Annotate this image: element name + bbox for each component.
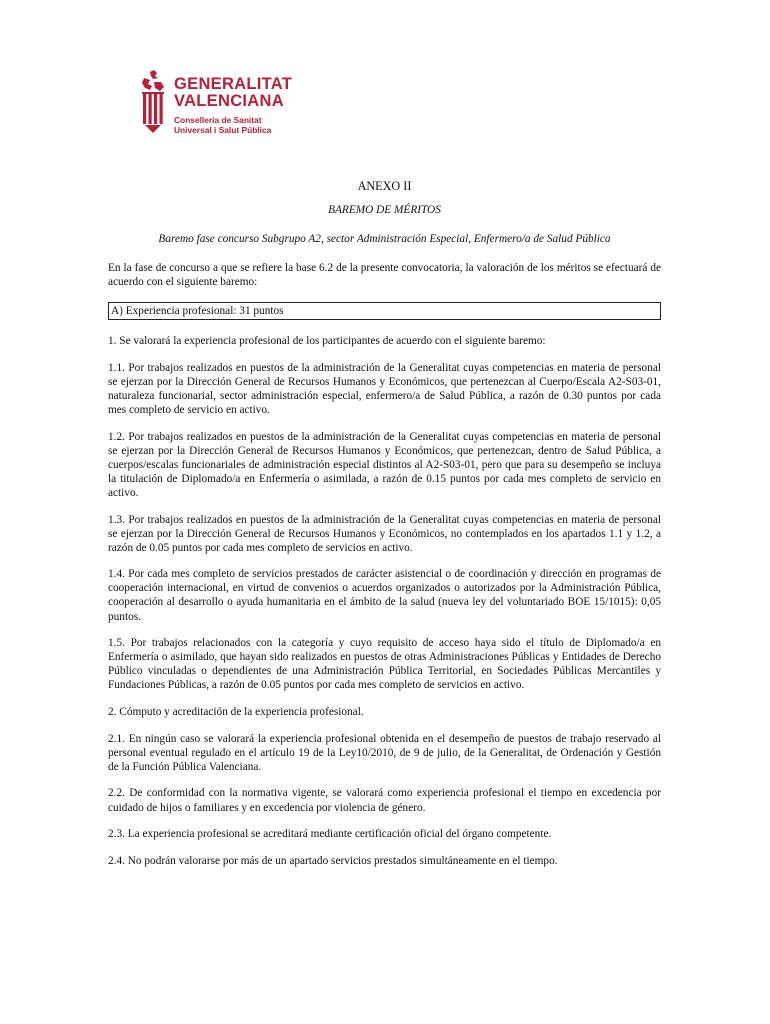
logo-line-generalitat: GENERALITAT bbox=[174, 75, 293, 93]
logo-line-valenciana: VALENCIANA bbox=[174, 92, 284, 110]
generalitat-emblem-icon bbox=[138, 70, 168, 134]
paragraph-1-4: 1.4. Por cada mes completo de servicios prestados de carácter asistencial o de coordinación y dirección en programas de cooperación internacional, en virtud de convenios o acuerdos organizados o autorizados por la Administración Pública, cooperación al desarrollo o ayuda humanitaria en el ámbito de la salud (nueva ley del voluntariado BOE 15/1015): 0,05 puntos. bbox=[108, 568, 661, 623]
baremo-description: Baremo fase concurso Subgrupo A2, sector Administración Especial, Enfermero/a de Salud Pública bbox=[158, 233, 611, 246]
paragraph-1-1: 1.1. Por trabajos realizados en puestos de la administración de la Generalitat cuyas competencias en materia de personal se ejerzan por la Dirección General de Recursos Humanos y Económicos, que pertenezcan al Cuerpo/Escala A2-S03-01, naturaleza funcionarial, sector administración especial, enfermero/a de Salud Pública, a razón de 0.30 puntos por cada mes completo de servicio en activo. bbox=[108, 361, 661, 416]
paragraph-2-3: 2.3. La experiencia profesional se acreditará mediante certificación oficial del órgano competente. bbox=[108, 828, 552, 841]
paragraph-2-1: 2.1. En ningún caso se valorará la experiencia profesional obtenida en el desempeño de puestos de trabajo reservado al personal eventual regulado en el artículo 19 de la Ley10/2010, de 9 de julio, de la Generalitat, de Ordenación y Gestión de la Función Pública Valenciana. bbox=[108, 732, 661, 773]
logo-text bbox=[174, 76, 292, 135]
annex-title: ANEXO II bbox=[357, 179, 412, 193]
paragraph-2-2: 2.2. De conformidad con la normativa vigente, se valorará como experiencia profesional el tiempo en excedencia por cuidado de hijos o familiares y en excedencia por violencia de género. bbox=[108, 787, 661, 814]
paragraph-1-2: 1.2. Por trabajos realizados en puestos de la administración de la Generalitat cuyas competencias en materia de personal se ejerzan por la Dirección General de Recursos Humanos y Económicos, que pertenezcan, dentro de Salud Pública, a cuerpos/escalas funcionariales de administración especial distintos al A2-S03-01, pero que para su desempeño se incluya la titulación de Diplomado/a en Enfermería o asimilada, a razón de 0.15 puntos por cada mes completo de servicio en activo. bbox=[108, 430, 661, 499]
document-body bbox=[108, 179, 661, 880]
logo-line-universal: Universal i Salut Pública bbox=[174, 125, 272, 135]
paragraph-1-5: 1.5. Por trabajos relacionados con la categoría y cuyo requisito de acceso haya sido el título de Diplomado/a en Enfermería o asimilado, que hayan sido realizados en puestos de otras Administraciones Públicas y Entidades de Derecho Público vinculadas o dependientes de una Administración Pública Territorial, en Sociedades Públicas Mercantiles y Fundaciones Públicas, a razón de 0.05 puntos por cada mes completo de servicios en activo. bbox=[108, 637, 661, 692]
section-a-heading: A) Experiencia profesional: 31 puntos bbox=[108, 302, 661, 320]
intro-paragraph: En la fase de concurso a que se refiere la base 6.2 de la presente convocatoria, la valoración de los méritos se efectuará de acuerdo con el siguiente baremo: bbox=[108, 262, 661, 289]
logo-line-conselleria: Conselleria de Sanitat bbox=[174, 115, 262, 125]
paragraph-2: 2. Cómputo y acreditación de la experiencia profesional. bbox=[108, 706, 364, 719]
baremo-subtitle: BAREMO DE MÉRITOS bbox=[328, 204, 441, 217]
generalitat-logo bbox=[138, 70, 308, 140]
paragraph-1: 1. Se valorará la experiencia profesional de los participantes de acuerdo con el siguiente baremo: bbox=[108, 335, 546, 348]
paragraph-1-3: 1.3. Por trabajos realizados en puestos de la administración de la Generalitat cuyas competencias en materia de personal se ejerzan por la Dirección General de Recursos Humanos y Económicos, no contemplados en los apartados 1.1 y 1.2, a razón de 0.05 puntos por cada mes completo de servicios en activo. bbox=[108, 513, 661, 554]
paragraph-2-4: 2.4. No podrán valorarse por más de un apartado servicios prestados simultáneamente en el tiempo. bbox=[108, 854, 558, 867]
